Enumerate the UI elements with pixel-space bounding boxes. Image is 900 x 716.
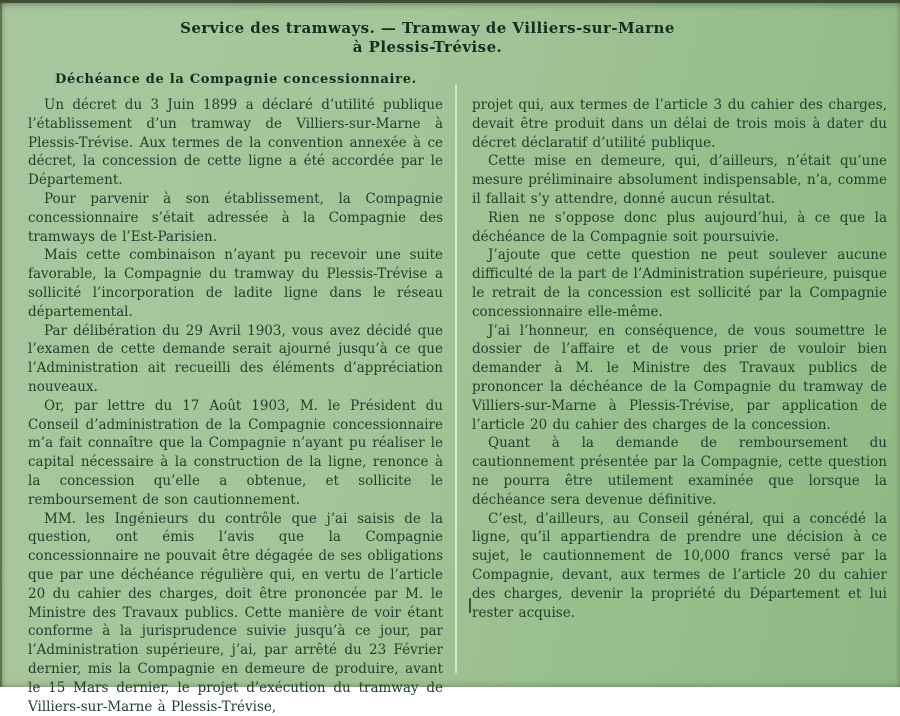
title-line-2: à Plessis-Trévise. — [352, 38, 503, 56]
paragraph: Rien ne s’oppose donc plus aujourd’hui, à ce que la déchéance de la Compagnie soit poursuivie. — [472, 209, 887, 245]
paragraph: Mais cette combinaison n’ayant pu recevoir une suite favorable, la Compagnie du tramway du Plessis-Trévise a sollicité l’incorporation de ladite ligne dans le réseau départemental. — [28, 247, 443, 320]
paragraph: projet qui, aux termes de l’article 3 du cahier des charges, devait être produit dans un délai de trois mois à dater du décret déclaratif d’utilité publique. — [472, 97, 887, 151]
paragraph: J’ai l’honneur, en conséquence, de vous soumettre le dossier de l’affaire et de vous prier de vouloir bien demander à M. le Ministre des Travaux publics de prononcer la déchéance de la Compagnie du tramway de Villiers-sur-Marne à Plessis-Trévise, par application de l’article 20 du cahier des charges de la concession. — [472, 322, 887, 433]
document-header — [0, 0, 900, 57]
left-column — [28, 96, 443, 716]
paragraph: C’est, d’ailleurs, au Conseil général, qui a concédé la ligne, qu’il appartiendra de prendre une décision à ce sujet, le cautionnement de 10,000 francs versé par la Compagnie, devant, aux termes de l’article 20 du cahier des charges, devenir la propriété du Département et lui rester acquise. — [472, 510, 887, 621]
ink-mark-artifact — [469, 598, 471, 613]
column-divider — [455, 85, 457, 673]
paragraph: Pour parvenir à son établissement, la Compagnie concessionnaire s’était adressée à la Compagnie des tramways de l’Est-Parisien. — [28, 190, 443, 245]
paragraph: Un décret du 3 Juin 1899 a déclaré d’utilité publique l’établissement d’un tramway de Villiers-sur-Marne à Plessis-Trévise. Aux termes de la convention annexée à ce décret, la concession de cette ligne a été accordée par le Département. — [28, 97, 443, 189]
title-line-1: Service des tramways. — Tramway de Villiers-sur-Marne — [180, 19, 675, 37]
scan-edge-top — [0, 0, 900, 3]
paragraph: MM. les Ingénieurs du contrôle que j’ai saisis de la question, ont émis l’avis que la Compagnie concessionnaire ne pouvait être dégagée de ses obligations que par une déchéance régulière qui, en vertu de l’article 20 du cahier des charges, doit être prononcée par M. le Ministre des Travaux publics. Cette manière de voir étant conforme à la jurisprudence suivie jusqu’à ce jour, par l’Administration supérieure, j’ai, par arrêté du 23 Février dernier, mis la Compagnie en demeure de produire, avant le 15 Mars dernier, le projet d’exécution du tramway de Villiers-sur-Marne à Plessis-Trévise, — [28, 510, 443, 715]
right-column — [472, 96, 887, 622]
section-heading: Déchéance de la Compagnie concessionnaire. — [55, 72, 417, 87]
paragraph: Quant à la demande de remboursement du cautionnement présentée par la Compagnie, cette question ne pourra être utilement examinée que lorsque la déchéance sera devenue définitive. — [472, 435, 887, 508]
scan-edge-left — [0, 0, 2, 687]
paragraph: Par délibération du 29 Avril 1903, vous avez décidé que l’examen de cette demande serait ajourné jusqu’à ce que l’Administration ait recueilli des éléments d’appréciation nouveaux. — [28, 322, 443, 395]
two-column-body — [0, 87, 900, 716]
paragraph: Or, par lettre du 17 Août 1903, M. le Président du Conseil d’administration de la Compagnie concessionnaire m’a fait connaître que la Compagnie n’ayant pu réaliser le capital nécessaire à la construction de la ligne, renonce à la concession qu’elle a obtenue, et sollicite le remboursement de son cautionnement. — [28, 397, 443, 508]
document-title — [0, 19, 855, 57]
paragraph: J’ajoute que cette question ne peut soulever aucune difficulté de la part de l’Administration supérieure, puisque le retrait de la concession est sollicité par la Compagnie concessionnaire elle-même. — [472, 247, 887, 320]
paragraph: Cette mise en demeure, qui, d’ailleurs, n’était qu’une mesure préliminaire absolument indispensable, n’a, comme il fallait s’y attendre, donné aucun résultat. — [472, 153, 887, 207]
